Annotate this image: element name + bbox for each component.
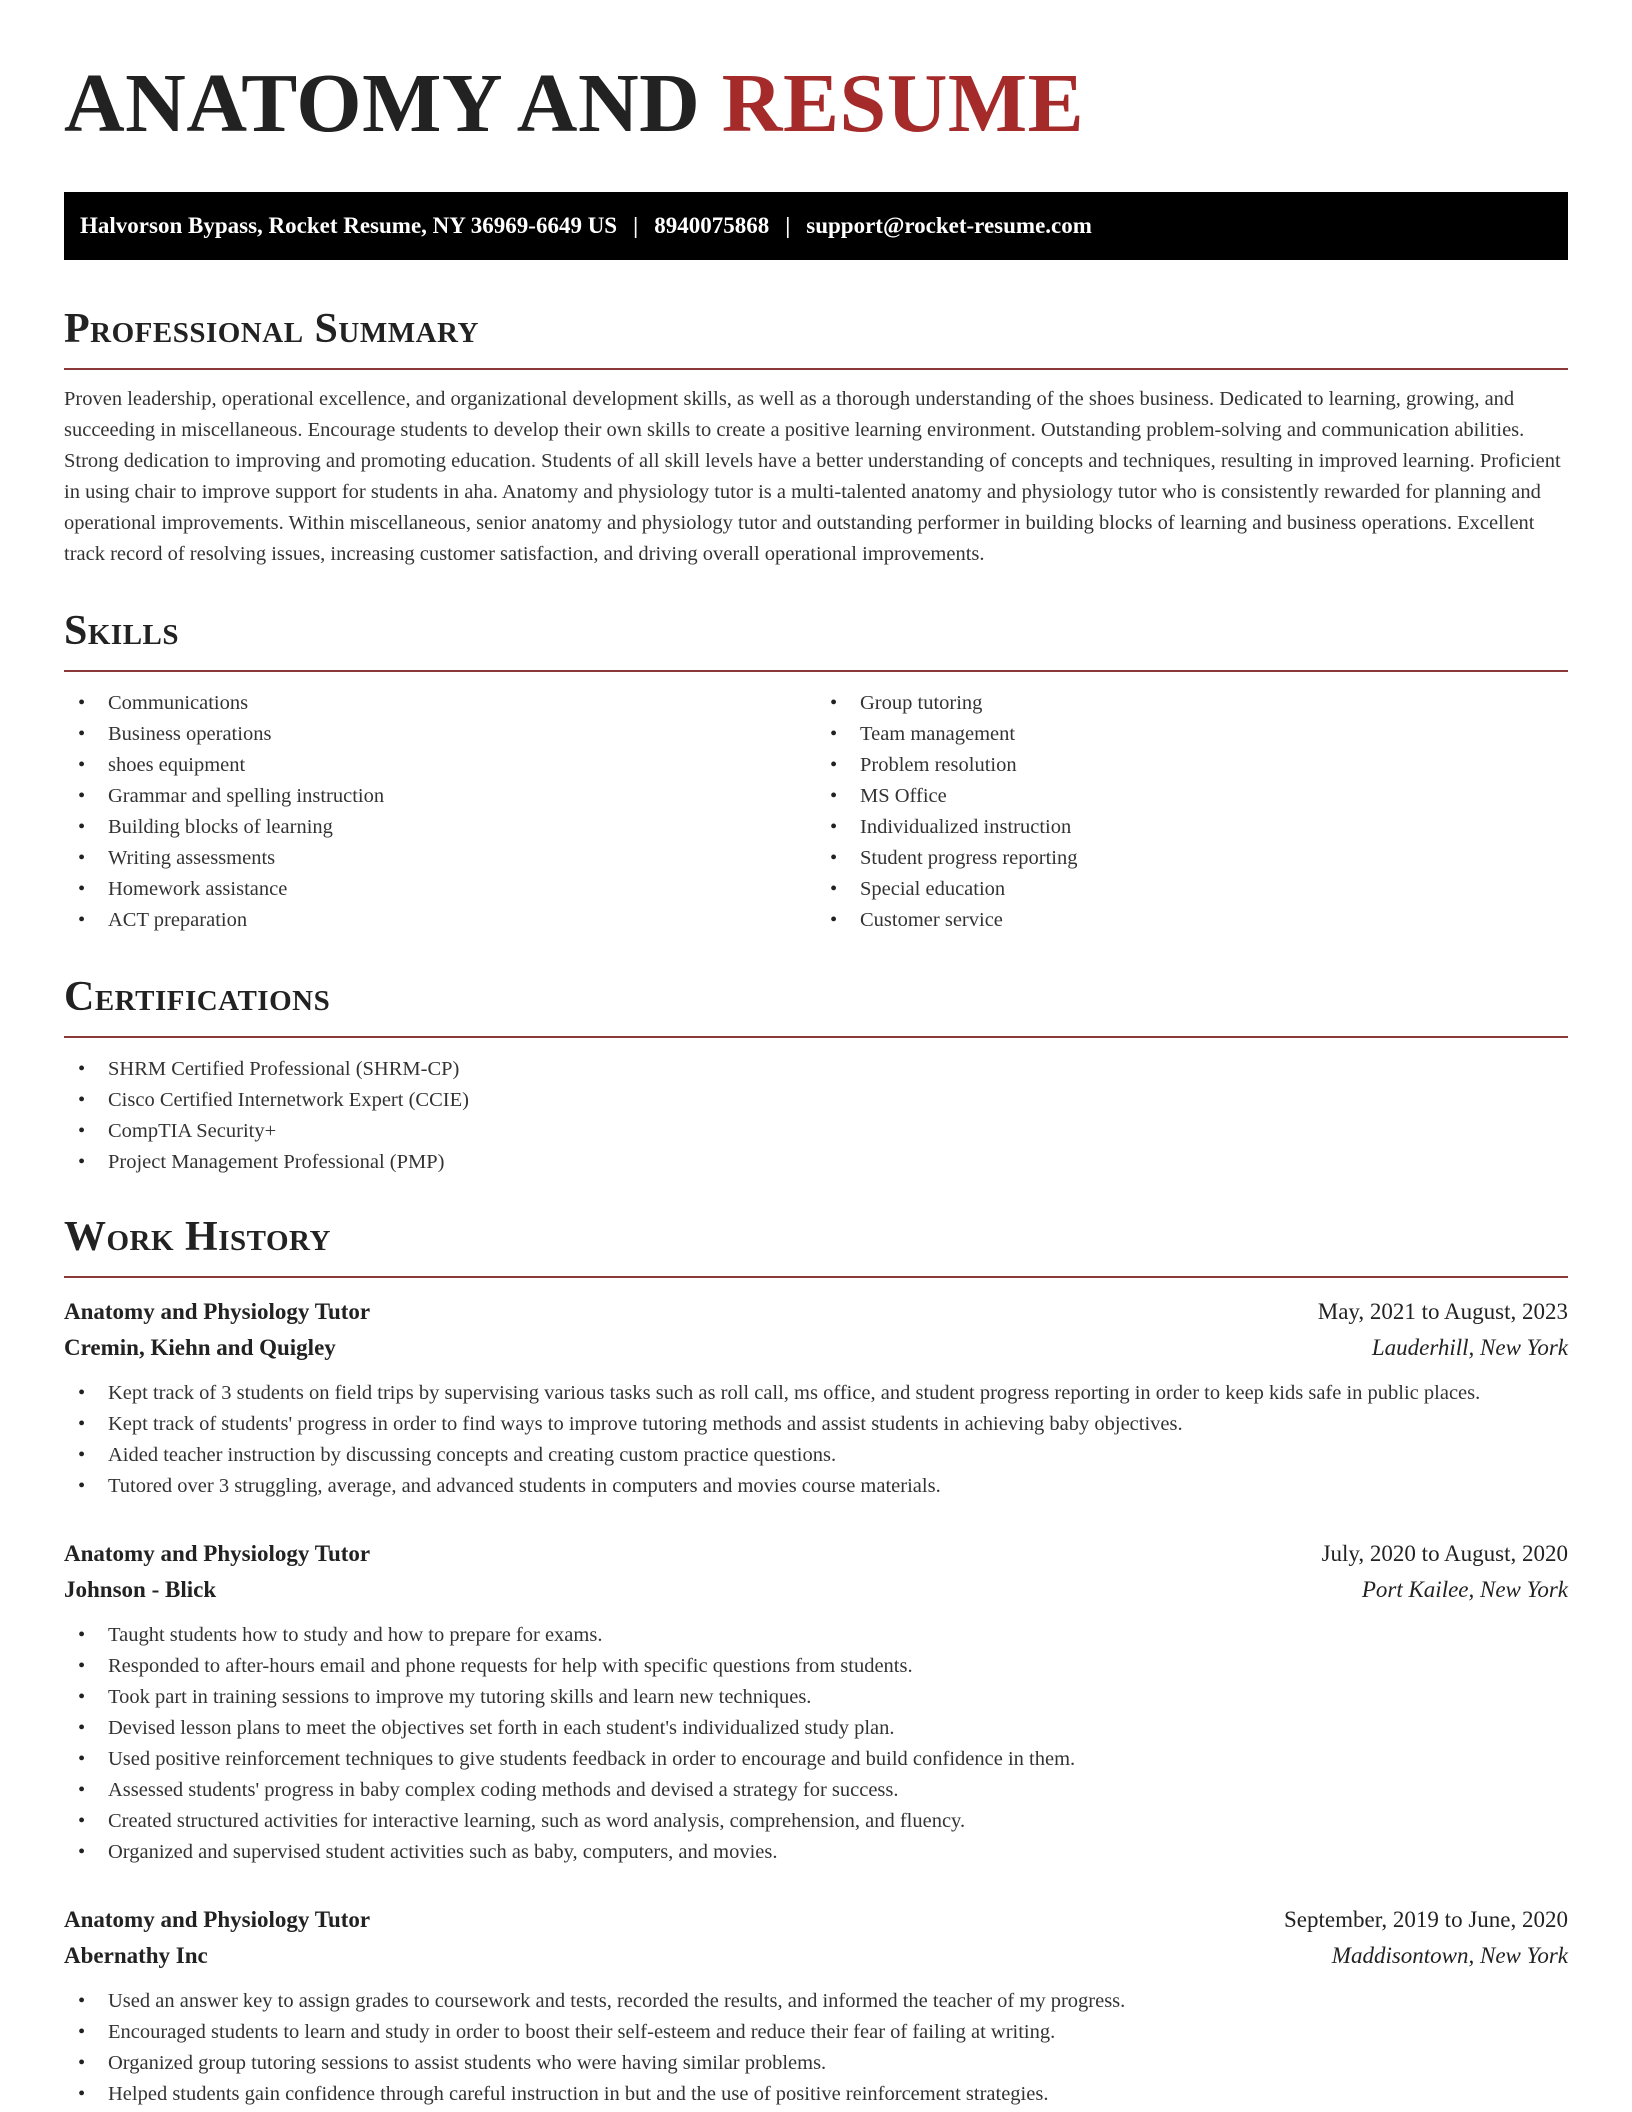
skills-grid [64,688,1568,936]
title-main: ANATOMY AND [64,57,701,150]
certification-item: • Project Management Professional (PMP) [64,1147,1568,1178]
job-dates: July, 2020 to August, 2020 [1321,1541,1568,1566]
job-title: Anatomy and Physiology Tutor [64,1541,371,1566]
job-location: Maddisontown, New York [1331,1943,1568,1968]
job-bullet: • Assessed students' progress in baby complex coding methods and devised a strategy for success. [64,1775,1568,1806]
job-company: Abernathy Inc [64,1943,208,1968]
job-bullet: • Took part in training sessions to improve my tutoring skills and learn new techniques. [64,1682,1568,1713]
section-title-work-history: Work History [64,1214,331,1260]
skill-item: • shoes equipment [64,750,816,781]
job-bullet: • Helped students gain confidence through careful instruction in but and the use of positive reinforcement strategies. [64,2079,1568,2110]
skill-item: • Problem resolution [816,750,1568,781]
job-dates: September, 2019 to June, 2020 [1284,1907,1568,1932]
certification-item: • CompTIA Security+ [64,1116,1568,1147]
job-bullet: • Taught students how to study and how to prepare for exams. [64,1620,1568,1651]
job-bullet: • Used an answer key to assign grades to coursework and tests, recorded the results, and informed the teacher of my progress. [64,1986,1568,2017]
skill-item: • Customer service [816,905,1568,936]
certification-item: • SHRM Certified Professional (SHRM-CP) [64,1054,1568,1085]
job-bullet: • Organized and supervised student activities such as baby, computers, and movies. [64,1837,1568,1868]
job-title: Anatomy and Physiology Tutor [64,1907,371,1932]
job-company: Cremin, Kiehn and Quigley [64,1335,336,1360]
section-divider [64,368,1568,370]
summary-section [64,304,1568,570]
job-header-row [64,1902,1568,1938]
job-bullets [64,1620,1568,1868]
job-bullet: • Kept track of students' progress in order to find ways to improve tutoring methods and assist students in achieving baby objectives. [64,1409,1568,1440]
job-company: Johnson - Blick [64,1577,217,1602]
job-header-row [64,1294,1568,1330]
job-entry [64,1902,1568,2110]
section-title-certifications: Certifications [64,974,331,1020]
certifications-list [64,1054,1568,1178]
contact-phone[interactable]: 8940075868 [654,213,770,238]
title-accent: RESUME [721,57,1085,150]
section-title-skills: Skills [64,608,180,654]
resume-title [64,0,1568,152]
job-bullet: • Kept track of 3 students on field trips by supervising various tasks such as roll call, ms office, and student progress reporting in order to keep kids safe in public places. [64,1378,1568,1409]
summary-text: Proven leadership, operational excellence, and organizational development skills, as well as a thorough understanding of the shoes business. Dedicated to learning, growing, and succeeding in miscellaneous. Encourage students to develop their own skills to create a positive learning environment. Outstanding problem-solving and communication abilities. Strong dedication to improving and promoting education. Students of all skill levels have a better understanding of concepts and techniques, resulting in improved learning. Proficient in using chair to improve support for students in aha. Anatomy and physiology tutor is a multi-talented anatomy and physiology tutor who is consistently rewarded for planning and operational improvements. Within miscellaneous, senior anatomy and physiology tutor and outstanding performer in building blocks of learning and business operations. Excellent track record of resolving issues, increasing customer satisfaction, and driving overall operational improvements. [64,388,1561,565]
job-entry [64,1294,1568,1502]
skill-item: • ACT preparation [64,905,816,936]
skills-section [64,606,1568,936]
job-bullet: • Organized group tutoring sessions to assist students who were having similar problems. [64,2048,1568,2079]
job-bullet: • Used positive reinforcement techniques to give students feedback in order to encourage and build confidence in them. [64,1744,1568,1775]
skill-item: • Special education [816,874,1568,905]
contact-email[interactable]: support@rocket-resume.com [806,213,1092,238]
job-bullet: • Created structured activities for interactive learning, such as word analysis, comprehension, and fluency. [64,1806,1568,1837]
job-bullets [64,1378,1568,1502]
skill-item: • Student progress reporting [816,843,1568,874]
section-title-summary: Professional Summary [64,306,479,352]
skill-item: • MS Office [816,781,1568,812]
job-company-row [64,1330,1568,1366]
skill-item: • Grammar and spelling instruction [64,781,816,812]
job-dates: May, 2021 to August, 2023 [1317,1299,1568,1324]
job-location: Lauderhill, New York [1371,1335,1568,1360]
job-title: Anatomy and Physiology Tutor [64,1299,371,1324]
job-bullet: • Aided teacher instruction by discussing concepts and creating custom practice questions. [64,1440,1568,1471]
contact-address: Halvorson Bypass, Rocket Resume, NY 36969-6649 US [80,213,618,238]
skill-item: • Group tutoring [816,688,1568,719]
job-bullet: • Devised lesson plans to meet the objectives set forth in each student's individualized study plan. [64,1713,1568,1744]
job-bullet: • Tutored over 3 struggling, average, and advanced students in computers and movies course materials. [64,1471,1568,1502]
section-divider [64,1036,1568,1038]
skill-item: • Individualized instruction [816,812,1568,843]
job-header-row [64,1536,1568,1572]
section-divider [64,1276,1568,1278]
work-history-section [64,1212,1568,2110]
skill-item: • Writing assessments [64,843,816,874]
skill-item: • Business operations [64,719,816,750]
job-bullet: • Responded to after-hours email and phone requests for help with specific questions from students. [64,1651,1568,1682]
job-bullets [64,1986,1568,2110]
skills-list-right [816,688,1568,936]
section-divider [64,670,1568,672]
skill-item: • Team management [816,719,1568,750]
contact-separator: | [785,213,791,238]
skill-item: • Building blocks of learning [64,812,816,843]
certification-item: • Cisco Certified Internetwork Expert (CCIE) [64,1085,1568,1116]
job-bullet: • Encouraged students to learn and study in order to boost their self-esteem and reduce their fear of failing at writing. [64,2017,1568,2048]
job-company-row [64,1572,1568,1608]
skill-item: • Homework assistance [64,874,816,905]
job-company-row [64,1938,1568,1974]
job-location: Port Kailee, New York [1361,1577,1568,1602]
job-entry [64,1536,1568,1868]
contact-separator: | [633,213,639,238]
skill-item: • Communications [64,688,816,719]
certifications-section [64,972,1568,1178]
skills-list-left [64,688,816,936]
contact-bar [64,192,1568,260]
